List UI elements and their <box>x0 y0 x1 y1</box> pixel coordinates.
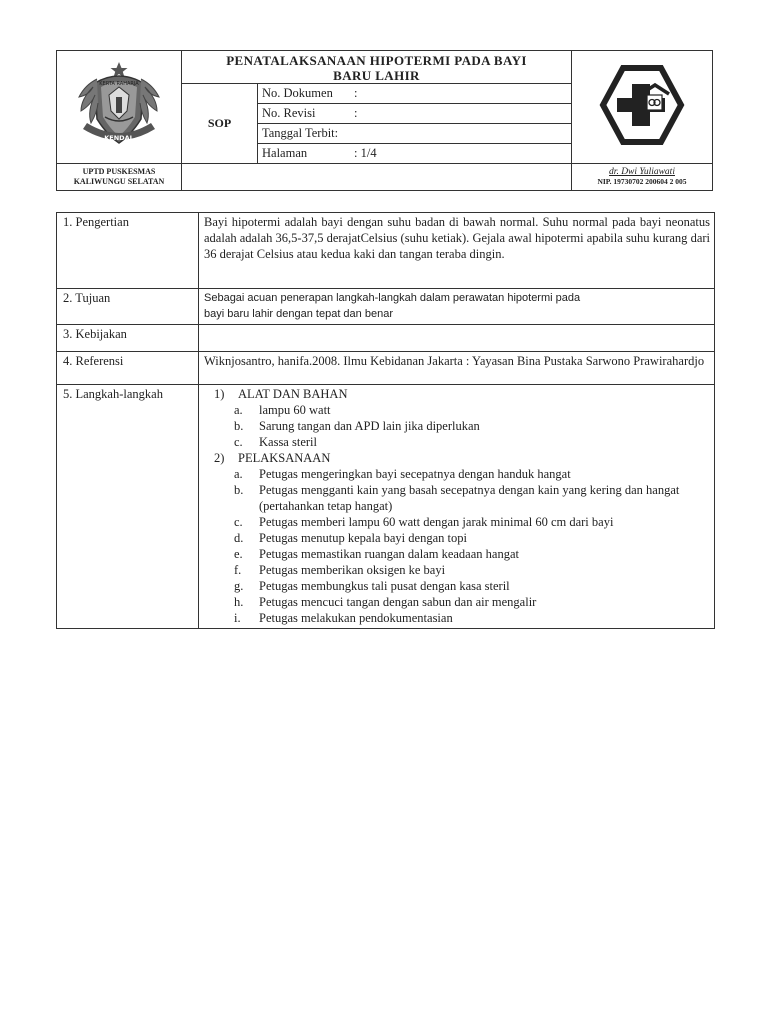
item-letter: e. <box>234 547 243 561</box>
item-letter: c. <box>234 515 243 529</box>
item-text: Petugas membungkus tali pusat dengan kasa steril <box>259 579 510 593</box>
info-row-document-number <box>258 84 572 104</box>
logo-motto-text: KERTA RAHARJA <box>99 80 139 87</box>
info-label: Halaman <box>262 146 308 160</box>
item-text: lampu 60 watt <box>259 403 331 417</box>
row-langkah <box>57 385 715 629</box>
info-label: Tanggal Terbit <box>262 126 335 140</box>
item-text: Petugas memastikan ruangan dalam keadaan hangat <box>259 547 519 561</box>
title-line-2: BARU LAHIR <box>333 68 420 83</box>
org-line-2: KALIWUNGU SELATAN <box>73 177 165 186</box>
item-text: Kassa steril <box>259 435 317 449</box>
label-referensi: 4. Referensi <box>57 352 199 385</box>
item-text: Petugas mencuci tangan dengan sabun dan air mengalir <box>259 595 537 609</box>
item-text: Petugas memberi lampu 60 watt dengan jarak minimal 60 cm dari bayi <box>259 515 614 529</box>
list-item <box>204 514 710 530</box>
kendal-regency-logo-icon <box>69 59 169 151</box>
info-label: No. Revisi <box>262 106 316 120</box>
info-label: No. Dokumen <box>262 86 333 100</box>
tujuan-line-1: Sebagai acuan penerapan langkah-langkah dalam perawatan hipotermi pada <box>204 292 581 304</box>
info-row-page <box>258 144 572 164</box>
item-text: Petugas menutup kepala bayi dengan topi <box>259 531 467 545</box>
item-text: Petugas melakukan pendokumentasian <box>259 611 453 625</box>
section-number: 2) <box>214 451 225 465</box>
list-item <box>204 402 710 418</box>
section-heading <box>204 386 710 402</box>
signatory-name: dr. Dwi Yuliawati <box>609 167 675 177</box>
item-letter: h. <box>234 595 244 609</box>
label-kebijakan: 3. Kebijakan <box>57 325 199 352</box>
list-item <box>204 546 710 562</box>
title-line-1: PENATALAKSANAAN HIPOTERMI PADA BAYI <box>226 53 527 68</box>
puskesmas-logo-icon <box>599 64 685 146</box>
section-number: 1) <box>214 387 225 401</box>
info-value: : <box>354 86 358 100</box>
list-item <box>204 482 710 514</box>
section-title: PELAKSANAAN <box>238 451 331 465</box>
text-pengertian: Bayi hipotermi adalah bayi dengan suhu badan di bawah normal. Suhu normal pada bayi neonatus adalah adalah 36,5-37,5 derajatCelsius (suhu ketiak). Gejala awal hipotermi apabila suhu kurang dari 36 derajat Celsius atau kedua kaki dan tangan teraba dingin. <box>199 213 715 289</box>
item-letter: b. <box>234 419 244 433</box>
section-heading <box>204 450 710 466</box>
item-letter: a. <box>234 467 243 481</box>
label-langkah: 5. Langkah-langkah <box>57 385 199 629</box>
list-item <box>204 594 710 610</box>
sop-header-table <box>56 50 713 191</box>
item-letter: i. <box>234 611 241 625</box>
puskesmas-logo-cell <box>572 51 713 164</box>
item-letter: f. <box>234 563 242 577</box>
list-item <box>204 530 710 546</box>
label-tujuan: 2. Tujuan <box>57 289 199 325</box>
info-value: : <box>334 126 339 140</box>
section-title: ALAT DAN BAHAN <box>238 387 348 401</box>
signatory <box>572 164 713 191</box>
list-item <box>204 562 710 578</box>
list-item <box>204 418 710 434</box>
list-item <box>204 434 710 450</box>
item-text: Petugas mengganti kain yang basah secepatnya dengan kain yang kering dan hangat (pertahankan tetap hangat) <box>259 483 680 513</box>
text-kebijakan <box>199 325 715 352</box>
org-line-1: UPTD PUSKESMAS <box>82 167 156 176</box>
document-title <box>182 51 572 84</box>
row-pengertian <box>57 213 715 289</box>
info-value: : <box>354 106 358 120</box>
logo-region-text: KENDAL <box>104 133 134 142</box>
regency-logo-cell <box>57 51 182 164</box>
list-item <box>204 466 710 482</box>
text-tujuan <box>199 289 715 325</box>
empty-cell <box>182 164 572 191</box>
text-referensi: Wiknjosantro, hanifa.2008. Ilmu Kebidanan Jakarta : Yayasan Bina Pustaka Sarwono Prawirahardjo <box>199 352 715 385</box>
info-value: : 1/4 <box>354 146 377 160</box>
list-item <box>204 578 710 594</box>
organization-name <box>57 164 182 191</box>
signatory-nip: NIP. 19730702 200604 2 005 <box>597 177 687 186</box>
tujuan-line-2: bayi baru lahir dengan tepat dan benar <box>204 308 393 320</box>
sop-label: SOP <box>182 84 258 164</box>
item-letter: a. <box>234 403 243 417</box>
row-kebijakan <box>57 325 715 352</box>
info-row-revision <box>258 104 572 124</box>
item-text: Petugas memberikan oksigen ke bayi <box>259 563 446 577</box>
item-text: Petugas mengeringkan bayi secepatnya dengan handuk hangat <box>259 467 571 481</box>
item-text: Sarung tangan dan APD lain jika diperlukan <box>259 419 480 433</box>
item-letter: g. <box>234 579 244 593</box>
sop-content-table <box>56 212 715 629</box>
info-row-issue-date <box>258 124 572 144</box>
langkah-body <box>199 385 715 629</box>
list-item <box>204 610 710 626</box>
item-letter: c. <box>234 435 243 449</box>
row-tujuan <box>57 289 715 325</box>
label-pengertian: 1. Pengertian <box>57 213 199 289</box>
row-referensi <box>57 352 715 385</box>
item-letter: d. <box>234 531 244 545</box>
item-letter: b. <box>234 483 244 497</box>
